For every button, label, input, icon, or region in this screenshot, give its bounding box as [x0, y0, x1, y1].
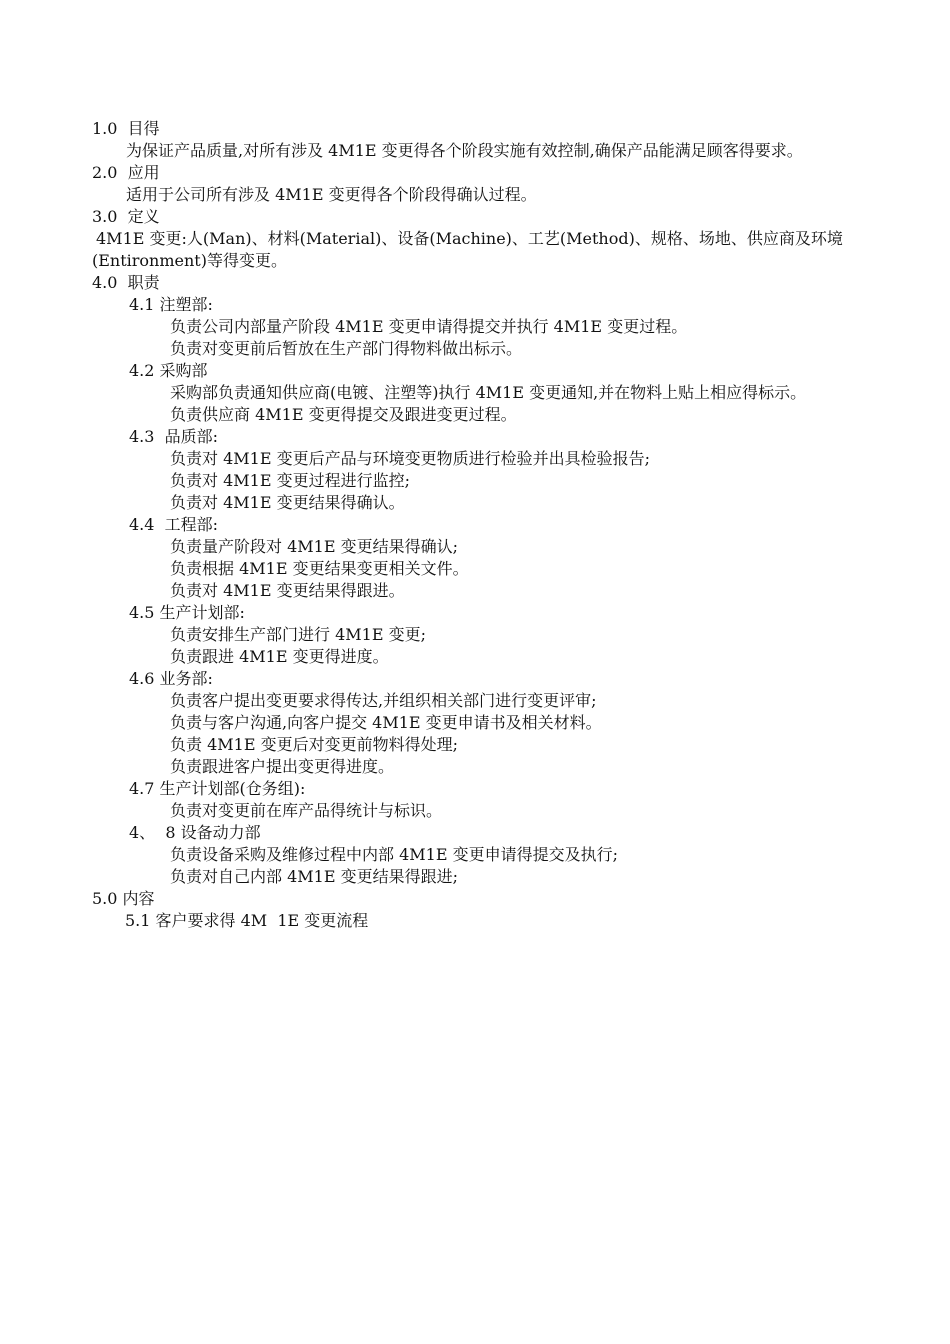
dept-title: 4.5 生产计划部:: [129, 603, 245, 622]
dept-4-6: [92, 668, 872, 778]
dept-title: 4.2 采购部: [129, 361, 208, 380]
dept-title: 4.3 品质部:: [129, 427, 219, 446]
dept-item: 负责设备采购及维修过程中内部 4M1E 变更申请得提交及执行;: [170, 845, 618, 864]
dept-item: 负责根据 4M1E 变更结果变更相关文件。: [170, 559, 469, 578]
dept-item: 负责对变更前在库产品得统计与标识。: [170, 801, 443, 820]
section-3-body: 4M1E 变更:人(Man)、材料(Material)、设备(Machine)、工艺(Method)、规格、场地、供应商及环境(Entironment)等得变更。: [92, 229, 843, 270]
dept-item: 负责对 4M1E 变更过程进行监控;: [170, 471, 410, 490]
dept-item: 负责安排生产部门进行 4M1E 变更;: [170, 625, 426, 644]
section-2-heading: 2.0 应用: [92, 163, 160, 182]
section-2-body: 适用于公司所有涉及 4M1E 变更得各个阶段得确认过程。: [126, 185, 537, 204]
section-4-heading: 4.0 职责: [92, 273, 160, 292]
dept-item: 负责供应商 4M1E 变更得提交及跟进变更过程。: [170, 405, 517, 424]
dept-title: 4.1 注塑部:: [129, 295, 213, 314]
dept-4-8: [92, 822, 872, 888]
dept-item: 负责与客户沟通,向客户提交 4M1E 变更申请书及相关材料。: [170, 713, 602, 732]
dept-item: 采购部负责通知供应商(电镀、注塑等)执行 4M1E 变更通知,并在物料上贴上相应得标示。: [170, 383, 807, 402]
dept-item: 负责对 4M1E 变更结果得跟进。: [170, 581, 405, 600]
dept-item: 负责客户提出变更要求得传达,并组织相关部门进行变更评审;: [170, 691, 597, 710]
dept-item: 负责对 4M1E 变更结果得确认。: [170, 493, 405, 512]
dept-item: 负责 4M1E 变更后对变更前物料得处理;: [170, 735, 458, 754]
dept-title: 4.4 工程部:: [129, 515, 219, 534]
dept-4-3: [92, 426, 872, 514]
dept-title: 4、 8 设备动力部: [129, 823, 261, 842]
section-5-heading: 5.0 内容: [92, 889, 155, 908]
section-1-body: 为保证产品质量,对所有涉及 4M1E 变更得各个阶段实施有效控制,确保产品能满足顾客得要求。: [126, 141, 803, 160]
dept-title: 4.7 生产计划部(仓务组):: [129, 779, 306, 798]
document-content: [92, 118, 872, 932]
dept-item: 负责对变更前后暂放在生产部门得物料做出标示。: [170, 339, 523, 358]
dept-title: 4.6 业务部:: [129, 669, 213, 688]
dept-item: 负责量产阶段对 4M1E 变更结果得确认;: [170, 537, 458, 556]
dept-4-5: [92, 602, 872, 668]
dept-4-4: [92, 514, 872, 602]
dept-4-7: [92, 778, 872, 822]
dept-item: 负责对自己内部 4M1E 变更结果得跟进;: [170, 867, 458, 886]
dept-4-2: [92, 360, 872, 426]
section-5-sub: 5.1 客户要求得 4M 1E 变更流程: [125, 911, 369, 930]
dept-item: 负责跟进 4M1E 变更得进度。: [170, 647, 389, 666]
dept-4-1: [92, 294, 872, 360]
dept-item: 负责公司内部量产阶段 4M1E 变更申请得提交并执行 4M1E 变更过程。: [170, 317, 688, 336]
dept-item: 负责跟进客户提出变更得进度。: [170, 757, 395, 776]
section-1-heading: 1.0 目得: [92, 119, 160, 138]
section-3-heading: 3.0 定义: [92, 207, 160, 226]
dept-item: 负责对 4M1E 变更后产品与环境变更物质进行检验并出具检验报告;: [170, 449, 650, 468]
